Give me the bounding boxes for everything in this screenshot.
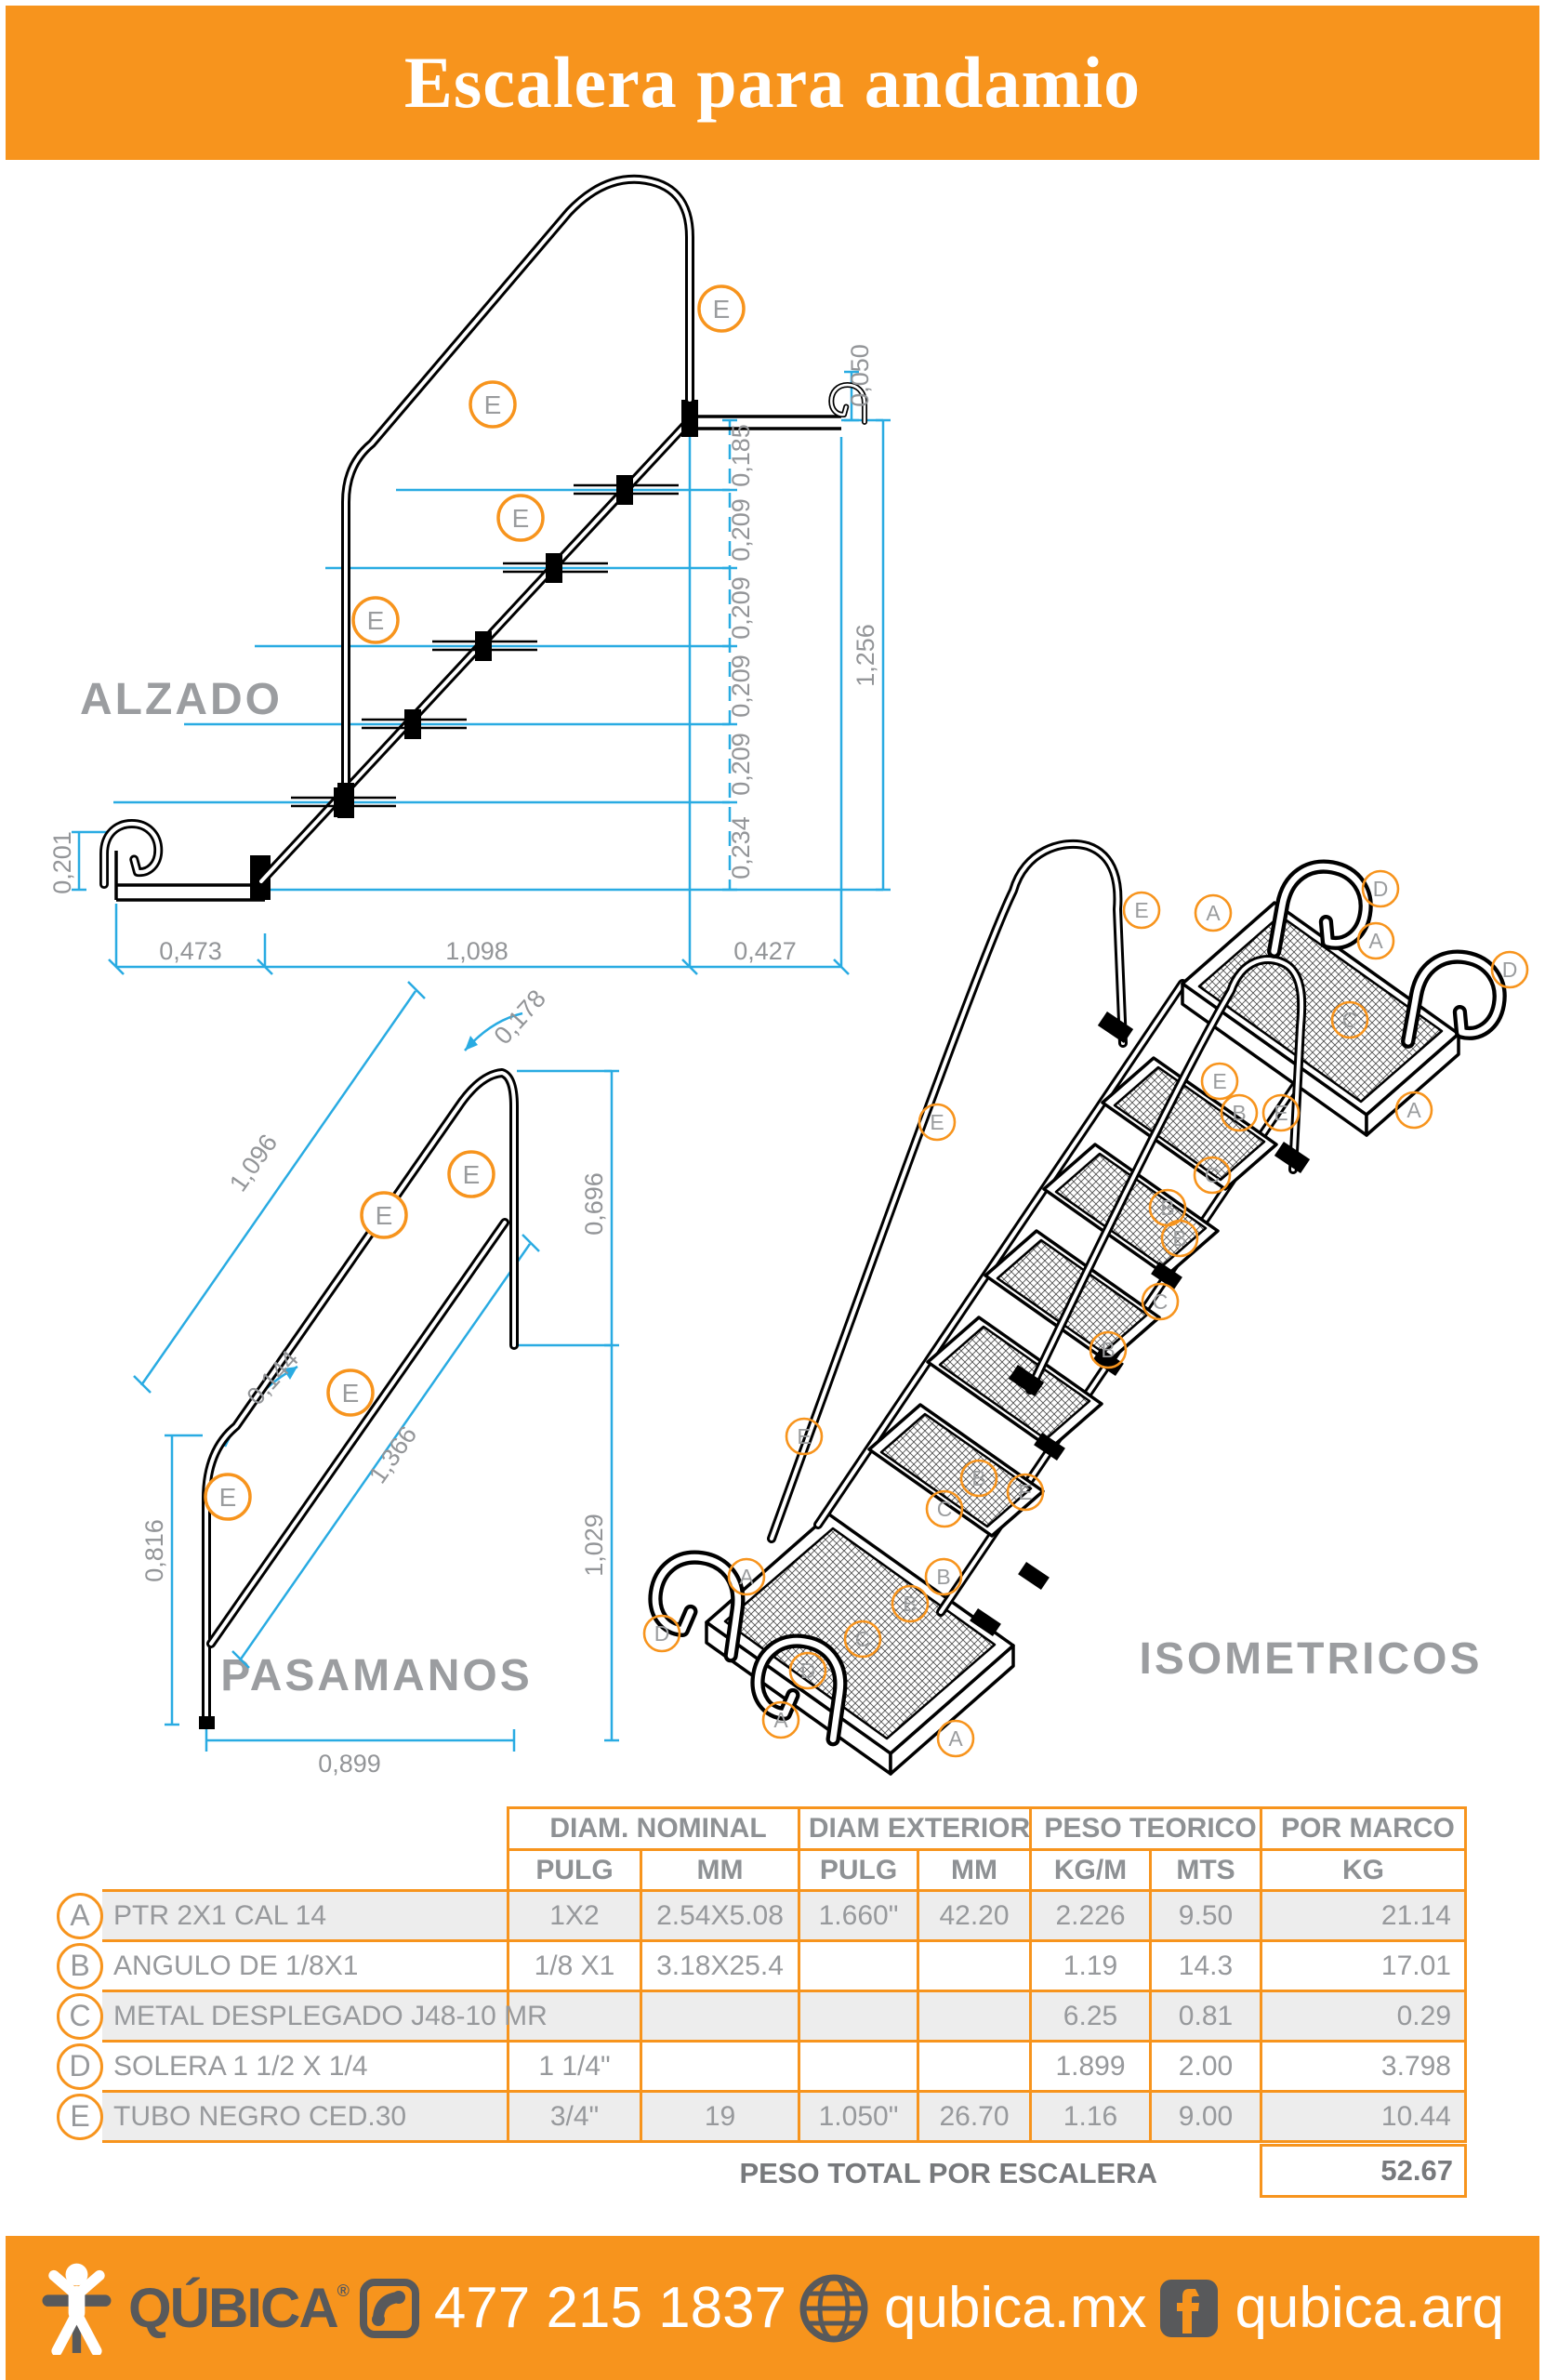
table-cell-C-2 <box>798 1992 917 2043</box>
alzado-label: ALZADO <box>80 675 283 724</box>
facebook-handle: qubica.arq <box>1235 2276 1504 2340</box>
facebook-contact[interactable] <box>1158 2275 1504 2341</box>
phone-number: 477 215 1837 <box>433 2276 787 2340</box>
alzado-view <box>48 179 891 974</box>
table-cell-D-5: 2.00 <box>1149 2043 1260 2093</box>
row-letter-badge-B: B <box>57 1943 103 1990</box>
page-title: Escalera para andamio <box>403 42 1142 123</box>
table-cell-E-1: 19 <box>640 2093 798 2143</box>
alzado-rail-connector <box>337 783 354 818</box>
svg-text:E: E <box>366 606 385 635</box>
table-cell-B-2 <box>798 1942 917 1992</box>
svg-text:C: C <box>936 1497 953 1521</box>
svg-text:E: E <box>483 390 502 419</box>
table-cell-D-0: 1 1/4" <box>507 2043 640 2093</box>
alzado-dim-2: 1,098 <box>445 937 508 965</box>
website-contact[interactable] <box>799 2273 1147 2344</box>
table-cell-B-3 <box>917 1942 1029 1992</box>
svg-text:A: A <box>948 1726 963 1751</box>
alzado-dim-9: 0,209 <box>727 733 755 796</box>
alzado-dim-1: 0,473 <box>159 937 222 965</box>
svg-text:B: B <box>936 1565 951 1589</box>
brand-logo <box>41 2262 348 2355</box>
svg-text:D: D <box>799 1659 816 1683</box>
table-cell-D-2 <box>798 2043 917 2093</box>
svg-text:E: E <box>797 1424 812 1448</box>
svg-text:E: E <box>218 1483 237 1512</box>
alzado-dim-7: 0,209 <box>727 576 755 640</box>
svg-text:E: E <box>712 295 731 324</box>
pasamanos-dim-5: 0,816 <box>140 1519 168 1582</box>
qubica-person-icon <box>41 2262 113 2355</box>
facebook-icon <box>1158 2278 1220 2339</box>
table-subheader-pulg-exterior: PULG <box>798 1851 917 1892</box>
table-group-peso-teorico: PESO TEORICO <box>1029 1806 1260 1851</box>
table-row-name-A: A PTR 2X1 CAL 14 <box>102 1892 507 1942</box>
table-cell-B-5: 14.3 <box>1149 1942 1260 1992</box>
pasamanos-dim-4: 1,366 <box>363 1421 423 1489</box>
table-cell-C-5: 0.81 <box>1149 1992 1260 2043</box>
alzado-dim-8: 0,209 <box>727 654 755 718</box>
svg-text:D: D <box>654 1621 670 1646</box>
table-cell-B-4: 1.19 <box>1029 1942 1149 1992</box>
pasamanos-dim-1: 0,178 <box>488 984 552 1051</box>
website-url: qubica.mx <box>883 2276 1147 2340</box>
svg-text:E: E <box>930 1110 944 1134</box>
alzado-dim-6: 0,209 <box>727 498 755 562</box>
phone-contact[interactable] <box>360 2275 786 2341</box>
pasamanos-callouts <box>205 1152 494 1519</box>
svg-text:B: B <box>1172 1226 1187 1250</box>
total-label: PESO TOTAL POR ESCALERA <box>739 2157 1157 2189</box>
svg-text:E: E <box>341 1379 360 1408</box>
svg-text:A: A <box>1368 929 1383 953</box>
table-cell-B-1: 3.18X25.4 <box>640 1942 798 1992</box>
alzado-dim-5: 0,185 <box>727 424 755 487</box>
svg-text:E: E <box>511 504 530 533</box>
table-cell-E-0: 3/4" <box>507 2093 640 2143</box>
table-corner-cell <box>102 1806 507 1851</box>
row-letter-badge-D: D <box>57 2043 103 2090</box>
table-cell-A-3: 42.20 <box>917 1892 1029 1942</box>
table-cell-D-3 <box>917 2043 1029 2093</box>
svg-text:B: B <box>971 1466 986 1490</box>
footer-bar <box>6 2236 1539 2380</box>
pasamanos-dim-2: 0,696 <box>580 1172 608 1236</box>
alzado-dim-3: 0,427 <box>733 937 797 965</box>
alzado-dim-4: 0,050 <box>846 344 874 407</box>
table-cell-C-1 <box>640 1992 798 2043</box>
table-cell-C-3 <box>917 1992 1029 2043</box>
svg-text:E: E <box>1274 1101 1288 1125</box>
pasamanos-post-tip <box>199 1716 215 1729</box>
svg-text:C: C <box>1204 1163 1221 1187</box>
table-subheader-kg: KG <box>1260 1851 1467 1892</box>
svg-text:E: E <box>375 1201 393 1230</box>
table-row-name-E: E TUBO NEGRO CED.30 <box>102 2093 507 2143</box>
pasamanos-view <box>134 982 619 1778</box>
table-group-diam-exterior: DIAM EXTERIOR <box>798 1806 1029 1851</box>
table-cell-B-6: 17.01 <box>1260 1942 1467 1992</box>
svg-text:C: C <box>1341 1008 1358 1032</box>
table-subheader-mm-nominal: MM <box>640 1851 798 1892</box>
table-row-name-D: D SOLERA 1 1/2 X 1/4 <box>102 2043 507 2093</box>
table-cell-E-3: 26.70 <box>917 2093 1029 2143</box>
table-cell-E-4: 1.16 <box>1029 2093 1149 2143</box>
table-cell-A-1: 2.54X5.08 <box>640 1892 798 1942</box>
brand-name: QÚBICA ® <box>128 2277 348 2339</box>
pasamanos-dim-3: 0,144 <box>241 1344 305 1411</box>
table-cell-E-5: 9.00 <box>1149 2093 1260 2143</box>
registered-mark: ® <box>337 2281 348 2300</box>
row-letter-badge-C: C <box>57 1993 103 2040</box>
table-cell-D-1 <box>640 2043 798 2093</box>
pasamanos-dim-7: 0,899 <box>318 1750 381 1778</box>
table-row-name-C: C METAL DESPLEGADO J48-10 MR <box>102 1992 507 2043</box>
svg-text:E: E <box>1018 1480 1033 1504</box>
alzado-dimension-texts <box>48 344 879 965</box>
table-subheader-mts: MTS <box>1149 1851 1260 1892</box>
svg-text:A: A <box>773 1708 788 1732</box>
table-subheader-pulg-nominal: PULG <box>507 1851 640 1892</box>
pasamanos-label: PASAMANOS <box>220 1651 533 1700</box>
pasamanos-dim-6: 1,029 <box>580 1514 608 1577</box>
table-cell-C-6: 0.29 <box>1260 1992 1467 2043</box>
svg-text:B: B <box>1160 1196 1175 1220</box>
table-cell-D-4: 1.899 <box>1029 2043 1149 2093</box>
table-cell-A-2: 1.660" <box>798 1892 917 1942</box>
svg-text:A: A <box>1206 901 1221 925</box>
table-subheader-mm-exterior: MM <box>917 1851 1029 1892</box>
row-letter-badge-E: E <box>57 2094 103 2140</box>
table-row-name-B: B ANGULO DE 1/8X1 <box>102 1942 507 1992</box>
alzado-dim-11: 1,256 <box>852 624 879 687</box>
svg-text:E: E <box>1134 898 1149 922</box>
svg-text:C: C <box>1152 1289 1169 1314</box>
table-cell-A-5: 9.50 <box>1149 1892 1260 1942</box>
table-cell-A-0: 1X2 <box>507 1892 640 1942</box>
svg-text:E: E <box>462 1160 481 1189</box>
table-cell-A-4: 2.226 <box>1029 1892 1149 1942</box>
pasamanos-dim-0: 1,096 <box>223 1129 284 1197</box>
table-cell-E-2: 1.050" <box>798 2093 917 2143</box>
table-cell-B-0: 1/8 X1 <box>507 1942 640 1992</box>
table-subheader-spacer <box>102 1851 507 1892</box>
total-value: 52.67 <box>1260 2144 1467 2198</box>
alzado-dim-10: 0,234 <box>727 816 755 879</box>
isometricos-view <box>644 844 1527 1774</box>
spec-table <box>69 1806 1467 2143</box>
svg-text:D: D <box>1501 958 1518 982</box>
row-letter-badge-A: A <box>57 1893 103 1939</box>
table-cell-C-4: 6.25 <box>1029 1992 1149 2043</box>
globe-icon <box>799 2273 869 2344</box>
table-group-por-marco: POR MARCO <box>1260 1806 1467 1851</box>
svg-text:E: E <box>1212 1069 1227 1093</box>
svg-text:B: B <box>1101 1338 1116 1362</box>
alzado-dim-0: 0,201 <box>48 831 76 894</box>
table-cell-A-6: 21.14 <box>1260 1892 1467 1942</box>
svg-text:A: A <box>739 1565 754 1589</box>
table-group-diam-nominal: DIAM. NOMINAL <box>507 1806 798 1851</box>
svg-text:C: C <box>854 1627 871 1651</box>
table-cell-E-6: 10.44 <box>1260 2093 1467 2143</box>
svg-text:D: D <box>1372 877 1389 901</box>
svg-text:B: B <box>903 1592 918 1616</box>
svg-text:B: B <box>1232 1101 1247 1125</box>
table-subheader-kgm: KG/M <box>1029 1851 1149 1892</box>
phone-icon <box>360 2279 419 2338</box>
table-cell-D-6: 3.798 <box>1260 2043 1467 2093</box>
svg-text:A: A <box>1406 1098 1421 1122</box>
isometricos-label: ISOMETRICOS <box>1139 1634 1483 1684</box>
